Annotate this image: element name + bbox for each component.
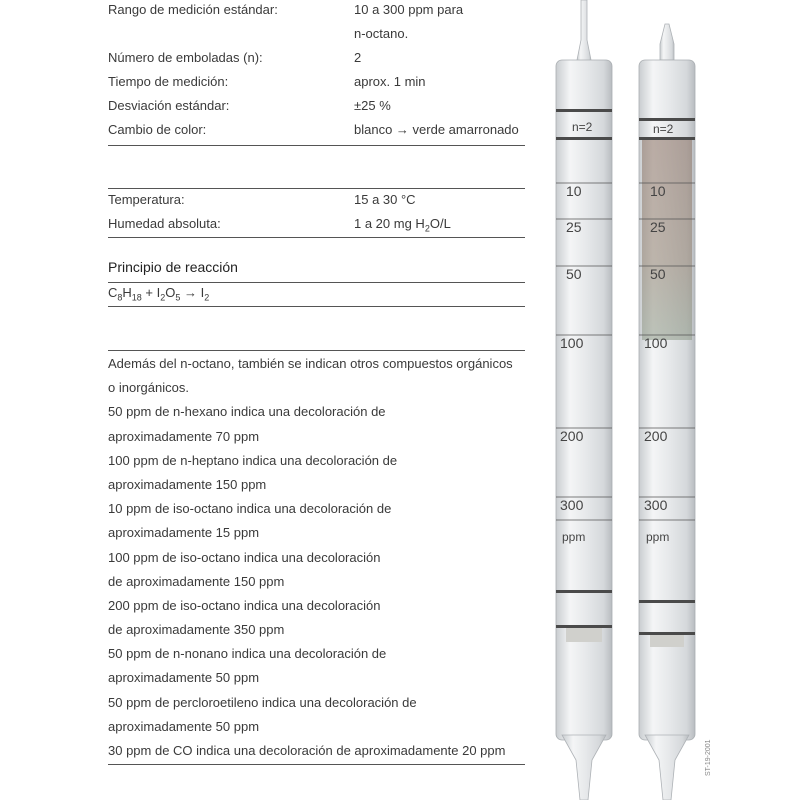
divider [108, 306, 525, 307]
note-line: aproximadamente 50 ppm [108, 718, 260, 734]
divider [108, 350, 525, 351]
plug [566, 628, 602, 642]
tube-used-stroke-label: n=2 [653, 122, 674, 136]
scale-label-50: 50 [566, 266, 582, 282]
note-line: o inorgánicos. [108, 380, 189, 396]
scale-unit: ppm [646, 530, 670, 544]
note-line: 50 ppm de n-nonano indica una decoloración de [108, 646, 387, 662]
spec-rango-cont [108, 24, 525, 48]
tube-used-stain [642, 140, 692, 340]
note-line: 10 ppm de iso-octano indica una decoloración de [108, 501, 392, 517]
note-line: aproximadamente 70 ppm [108, 428, 260, 444]
divider [108, 282, 525, 283]
scale-label-25: 25 [650, 219, 666, 235]
note-line: 100 ppm de iso-octano indica una decoloración [108, 549, 381, 565]
rango-value-cont: n-octano. [354, 26, 409, 41]
note-line: aproximadamente 15 ppm [108, 525, 260, 541]
catalog-stamp [700, 736, 714, 776]
scale-label-100: 100 [644, 335, 668, 351]
scale-label-200: 200 [560, 428, 584, 444]
detector-tubes-illustration [540, 0, 710, 800]
note-line: de aproximadamente 350 ppm [108, 622, 285, 638]
note-line: 50 ppm de percloroetileno indica una decoloración de [108, 694, 417, 710]
band [556, 590, 612, 593]
reaction-title: Principio de reacción [108, 259, 238, 275]
divider [108, 237, 525, 238]
emboladas-value: 2 [354, 50, 362, 65]
catalog-stamp-text: ST-19-2001 [705, 739, 712, 776]
tube-unused-stroke-label: n=2 [572, 120, 593, 134]
spec-desviacion [108, 96, 525, 120]
note-line: 200 ppm de iso-octano indica una decoloración [108, 597, 381, 613]
color-label: Cambio de color: [108, 122, 207, 137]
divider [108, 145, 525, 146]
humedad-label: Humedad absoluta: [108, 216, 221, 231]
reaction-formula: $C_8H_{18} + I_2O_5 \to I_2$ [108, 285, 210, 303]
band [639, 600, 695, 603]
temp-label: Temperatura: [108, 192, 185, 207]
desviacion-value: ±25 % [354, 98, 391, 113]
note-line: aproximadamente 50 ppm [108, 670, 260, 686]
scale-label-200: 200 [644, 428, 668, 444]
band [556, 625, 612, 628]
tiempo-value: aprox. 1 min [354, 74, 426, 89]
tube-unused-bottom [562, 735, 606, 800]
band [639, 632, 695, 635]
scale-label-10: 10 [650, 183, 666, 199]
notes-list [108, 354, 538, 765]
humedad-value: 1 a 20 mg $H_2O/L$ [354, 216, 451, 234]
tube-unused-tip [577, 0, 591, 62]
cond-humedad [108, 214, 525, 238]
cond-temp [108, 190, 525, 214]
divider [108, 764, 525, 765]
band [556, 137, 612, 140]
note-line: de aproximadamente 150 ppm [108, 573, 285, 589]
spec-color [108, 120, 525, 144]
note-line: Además del n-octano, también se indican otros compuestos orgánicos [108, 356, 513, 371]
tube-used-bottom [645, 735, 689, 800]
band [639, 118, 695, 121]
scale-label-10: 10 [566, 183, 582, 199]
tube-unused [556, 0, 612, 800]
scale-label-300: 300 [644, 497, 668, 513]
tiempo-label: Tiempo de medición: [108, 74, 229, 89]
note-line: 100 ppm de n-heptano indica una decoloración de [108, 452, 398, 468]
note-line: 50 ppm de n-hexano indica una decoloración de [108, 404, 386, 420]
spec-tiempo [108, 72, 525, 96]
emboladas-label: Número de emboladas (n): [108, 50, 263, 65]
desviacion-label: Desviación estándar: [108, 98, 230, 113]
note-line: 30 ppm de CO indica una decoloración de aproximadamente 20 ppm [108, 743, 506, 758]
color-value: blanco → verde amarronado [354, 122, 519, 137]
tube-used [639, 24, 695, 800]
spec-emboladas [108, 48, 525, 72]
temp-value: 15 a 30 °C [354, 192, 416, 207]
rango-value: 10 a 300 ppm para [354, 2, 464, 17]
plug [650, 635, 684, 647]
divider [108, 188, 525, 189]
scale-label-25: 25 [566, 219, 582, 235]
scale-label-50: 50 [650, 266, 666, 282]
tube-used-tip [660, 24, 674, 60]
spec-rango [108, 0, 525, 24]
band [639, 137, 695, 140]
band [556, 109, 612, 112]
scale-unit: ppm [562, 530, 586, 544]
rango-label: Rango de medición estándar: [108, 2, 278, 17]
scale-label-100: 100 [560, 335, 584, 351]
scale-label-300: 300 [560, 497, 584, 513]
note-line: aproximadamente 150 ppm [108, 476, 267, 492]
